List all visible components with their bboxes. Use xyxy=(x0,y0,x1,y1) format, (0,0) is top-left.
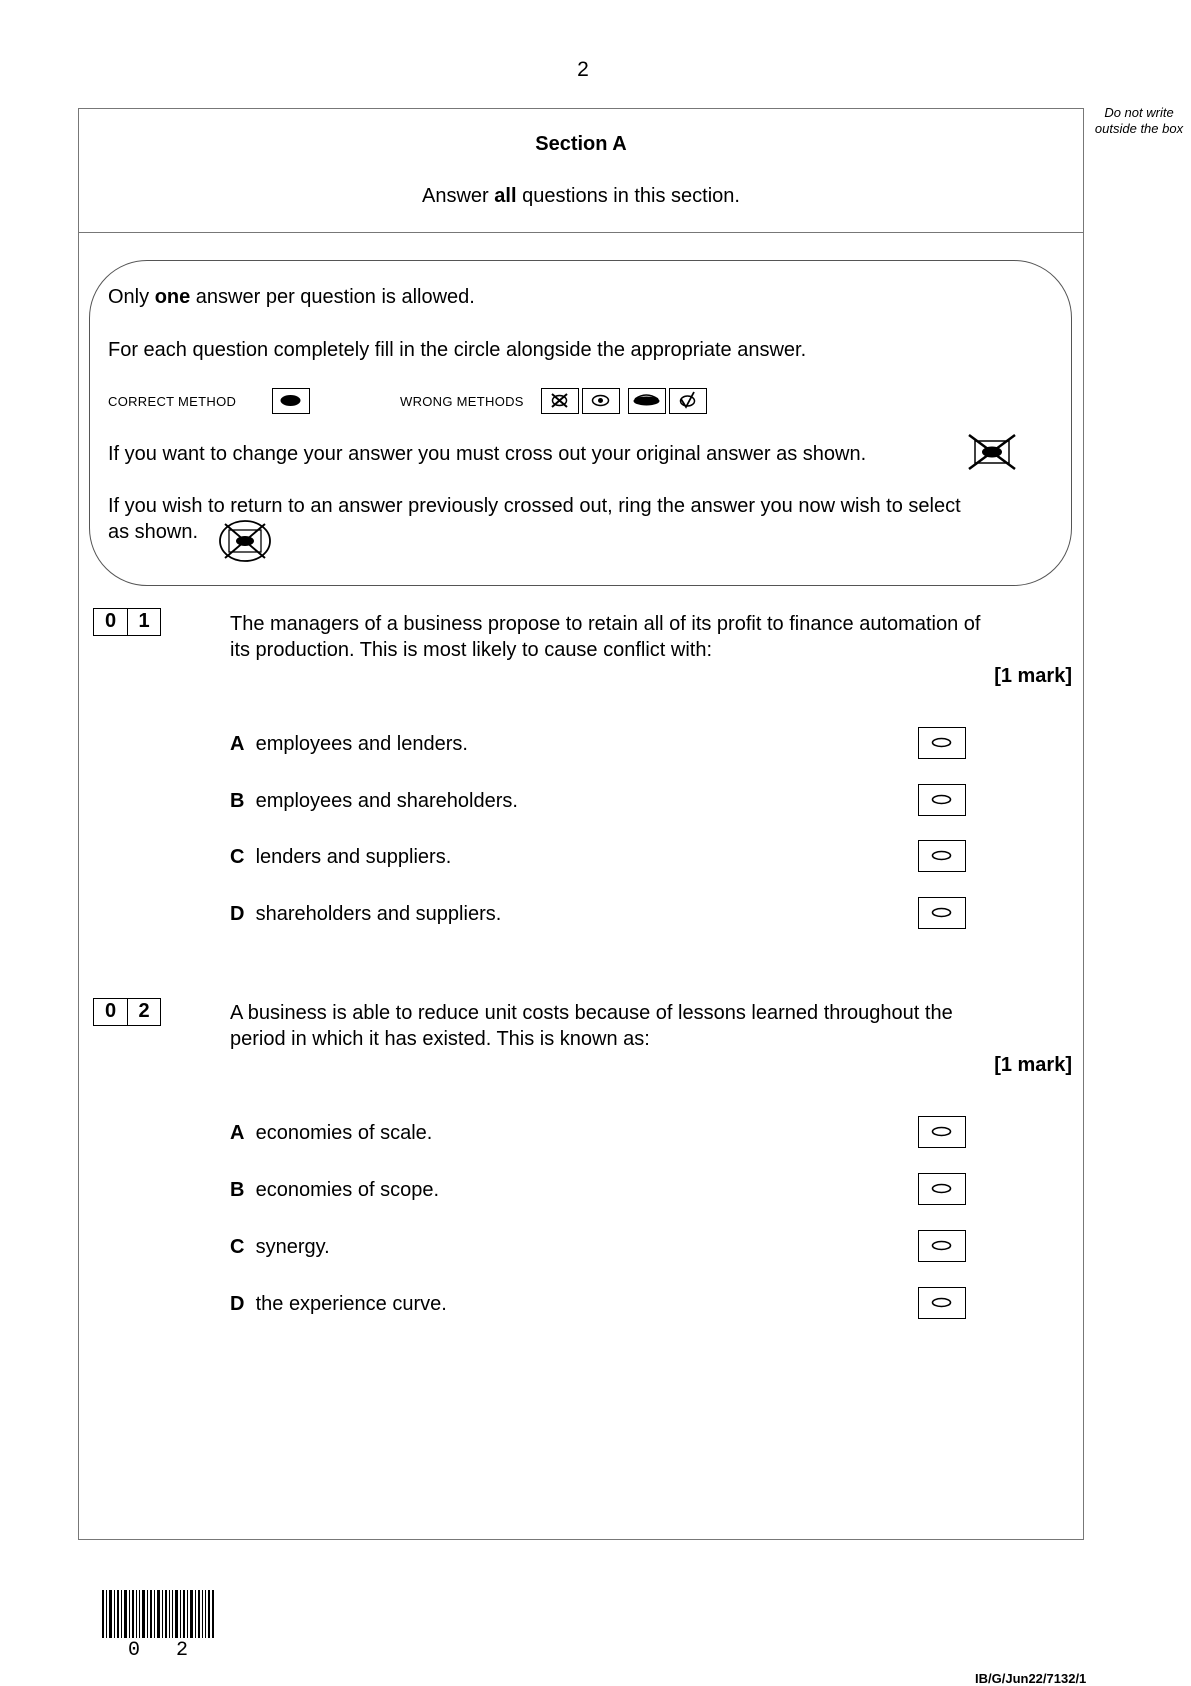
q01-option-b-answer-box[interactable] xyxy=(918,784,966,816)
section-instruction-post: questions in this section. xyxy=(516,185,740,207)
ringed-answer-example-icon xyxy=(217,518,273,569)
instruction-ring-answer: If you wish to return to an answer previously crossed out, ring the answer you now wish to select xyxy=(108,495,961,517)
correct-method-example-icon xyxy=(272,388,310,414)
section-instruction-pre: Answer xyxy=(422,185,495,207)
question-01-stem-line2: its production. This is most likely to cause conflict with: xyxy=(230,639,713,661)
question-02-stem-line2: period in which it has existed. This is known as: xyxy=(230,1028,650,1050)
question-number-digit: 2 xyxy=(127,999,160,1025)
q02-option-c-answer-box[interactable] xyxy=(918,1230,966,1262)
option-letter: A xyxy=(230,1122,245,1144)
section-header-divider xyxy=(78,232,1084,233)
wrong-method-scribble-icon xyxy=(628,388,666,414)
q02-option-a xyxy=(230,1120,432,1146)
q01-option-c-answer-box[interactable] xyxy=(918,840,966,872)
option-letter: B xyxy=(230,790,245,812)
option-text: economies of scale. xyxy=(255,1122,433,1144)
option-text: employees and lenders. xyxy=(255,733,468,755)
option-text: economies of scope. xyxy=(255,1179,440,1201)
section-instruction xyxy=(78,185,1084,208)
q01-option-a-answer-box[interactable] xyxy=(918,727,966,759)
question-number-digit: 1 xyxy=(127,609,160,635)
section-title: Section A xyxy=(535,133,627,155)
option-letter: C xyxy=(230,1236,245,1258)
q02-option-b xyxy=(230,1177,439,1203)
wrong-methods-label: WRONG METHODS xyxy=(400,394,524,409)
option-letter: C xyxy=(230,846,245,868)
q02-option-b-answer-box[interactable] xyxy=(918,1173,966,1205)
q01-option-d xyxy=(230,901,501,927)
q01-option-d-answer-box[interactable] xyxy=(918,897,966,929)
q02-option-a-answer-box[interactable] xyxy=(918,1116,966,1148)
instruction-ring-answer-cont: as shown. xyxy=(108,521,199,543)
q01-option-c xyxy=(230,844,451,870)
option-text: the experience curve. xyxy=(255,1293,447,1315)
option-letter: A xyxy=(230,733,245,755)
barcode-icon xyxy=(102,1590,214,1643)
option-letter: D xyxy=(230,1293,245,1315)
question-number-digit: 0 xyxy=(104,1000,117,1022)
option-text: employees and shareholders. xyxy=(255,790,518,812)
section-instruction-bold: all xyxy=(494,185,517,207)
q02-option-d xyxy=(230,1291,447,1317)
page-number: 2 xyxy=(577,58,589,81)
paper-reference: IB/G/Jun22/7132/1 xyxy=(975,1671,1087,1686)
question-01-stem-line1: The managers of a business propose to retain all of its profit to finance automation of xyxy=(230,613,981,635)
instruction-one-answer-pre: Only xyxy=(108,286,155,308)
wrong-method-cross-icon xyxy=(541,388,579,414)
option-text: shareholders and suppliers. xyxy=(255,903,502,925)
barcode-digits: 0 2 xyxy=(128,1639,201,1662)
q01-option-a xyxy=(230,731,468,757)
instruction-one-answer xyxy=(108,284,475,310)
option-text: lenders and suppliers. xyxy=(255,846,452,868)
q02-option-d-answer-box[interactable] xyxy=(918,1287,966,1319)
option-text: synergy. xyxy=(255,1236,330,1258)
question-02-marks: [1 mark] xyxy=(994,1054,1072,1076)
question-number-01 xyxy=(93,608,161,636)
question-01-marks: [1 mark] xyxy=(994,665,1072,687)
wrong-method-dot-icon xyxy=(582,388,620,414)
q02-option-c xyxy=(230,1234,330,1260)
question-02-stem-line1: A business is able to reduce unit costs because of lessons learned throughout the xyxy=(230,1002,953,1024)
crossed-out-example-icon xyxy=(966,432,1018,477)
question-number-digit: 0 xyxy=(104,610,117,632)
option-letter: B xyxy=(230,1179,245,1201)
margin-note: Do not write outside the box xyxy=(1094,105,1184,136)
correct-method-label: CORRECT METHOD xyxy=(108,394,237,409)
instruction-cross-out: If you want to change your answer you must cross out your original answer as shown. xyxy=(108,443,867,465)
q01-option-b xyxy=(230,788,518,814)
instruction-one-answer-bold: one xyxy=(154,286,191,308)
option-letter: D xyxy=(230,903,245,925)
instruction-one-answer-post: answer per question is allowed. xyxy=(190,286,475,308)
question-number-02 xyxy=(93,998,161,1026)
wrong-method-tick-icon xyxy=(669,388,707,414)
instruction-fill-circle: For each question completely fill in the circle alongside the appropriate answer. xyxy=(108,339,807,361)
